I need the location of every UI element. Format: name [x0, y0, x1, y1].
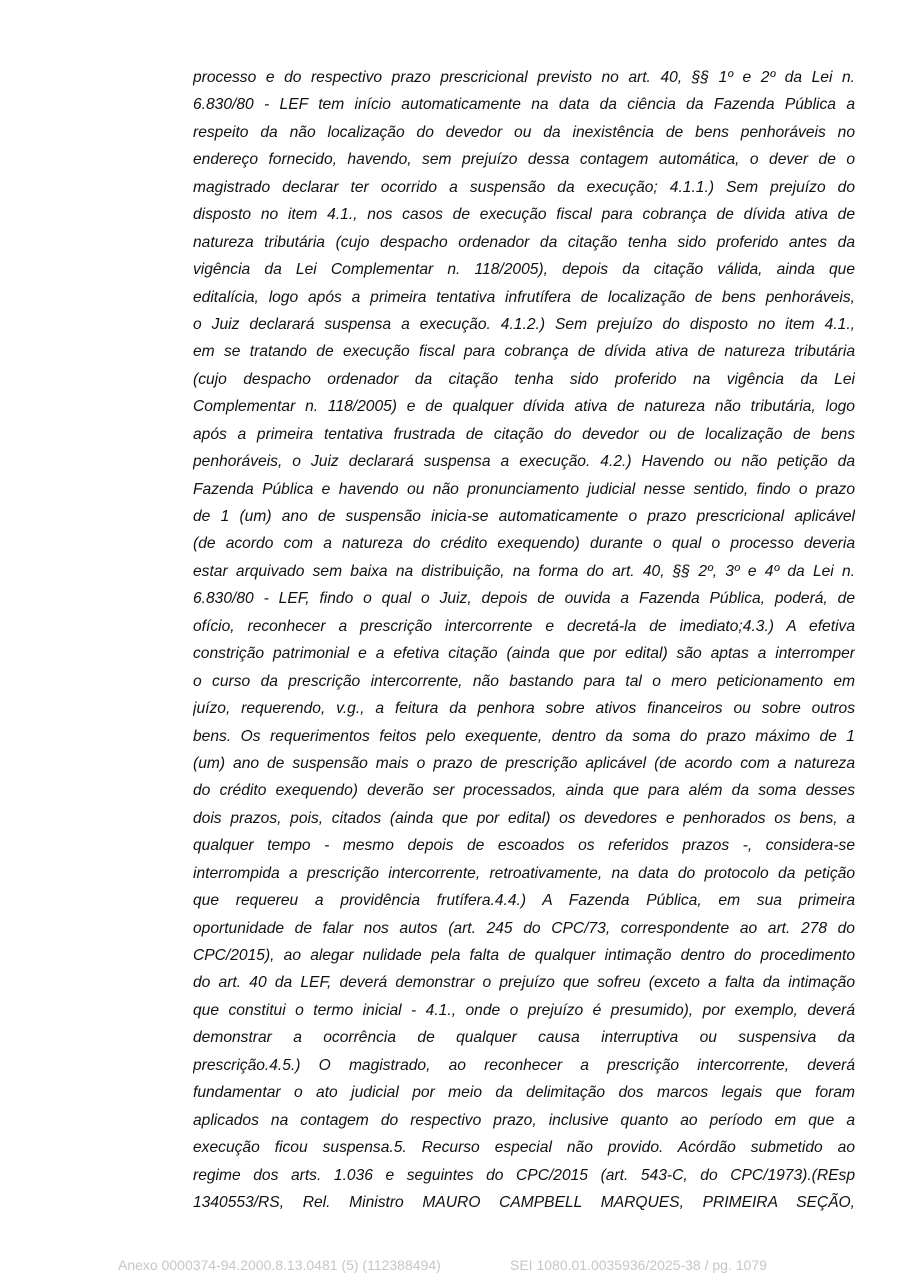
text-line: oportunidade de falar nos autos (art. 245 do CPC/73, correspondente ao art. 278 do: [193, 919, 855, 937]
text-line: qualquer tempo - mesmo depois de escoados os referidos prazos -, considera-se: [193, 837, 855, 855]
text-line: execução ficou suspensa.5. Recurso especial não provido. Acórdão submetido ao: [193, 1139, 855, 1157]
text-line: Complementar n. 118/2005) e de qualquer dívida ativa de natureza não tributária, logo: [193, 398, 855, 416]
text-line: Fazenda Pública e havendo ou não pronunciamento judicial nesse sentido, findo o prazo: [193, 480, 855, 498]
text-line: endereço fornecido, havendo, sem prejuízo dessa contagem automática, o dever de o: [193, 151, 855, 169]
text-line: fundamentar o ato judicial por meio da delimitação dos marcos legais que foram: [193, 1084, 855, 1102]
text-line: estar arquivado sem baixa na distribuição, na forma do art. 40, §§ 2º, 3º e 4º da Lei n.: [193, 562, 855, 580]
text-line: demonstrar a ocorrência de qualquer causa interruptiva ou suspensiva da: [193, 1029, 855, 1047]
text-line: após a primeira tentativa frustrada de citação do devedor ou de localização de bens: [193, 425, 855, 443]
text-line: respeito da não localização do devedor ou da inexistência de bens penhoráveis no: [193, 123, 855, 141]
text-line: que requereu a providência frutífera.4.4.) A Fazenda Pública, em sua primeira: [193, 892, 855, 910]
text-line: 1340553/RS, Rel. Ministro MAURO CAMPBELL MARQUES, PRIMEIRA SEÇÃO,: [193, 1193, 855, 1211]
body-text: [193, 64, 855, 1216]
text-line: constrição patrimonial e a efetiva citação (ainda que por edital) são aptas a interromper: [193, 645, 855, 663]
text-line: bens. Os requerimentos feitos pelo exequente, dentro da soma do prazo máximo de 1: [193, 727, 855, 745]
text-line: magistrado declarar ter ocorrido a suspensão da execução; 4.1.1.) Sem prejuízo do: [193, 178, 855, 196]
text-line: (de acordo com a natureza do crédito exequendo) durante o qual o processo deveria: [193, 535, 855, 553]
text-line: 6.830/80 - LEF, findo o qual o Juiz, depois de ouvida a Fazenda Pública, poderá, de: [193, 590, 855, 608]
page-footer: [0, 1257, 910, 1275]
text-line: disposto no item 4.1., nos casos de execução fiscal para cobrança de dívida ativa de: [193, 206, 855, 224]
text-line: o Juiz declarará suspensa a execução. 4.1.2.) Sem prejuízo do disposto no item 4.1.,: [193, 315, 855, 333]
text-line: interrompida a prescrição intercorrente, retroativamente, na data do protocolo da petição: [193, 864, 855, 882]
text-line: vigência da Lei Complementar n. 118/2005), depois da citação válida, ainda que: [193, 261, 855, 279]
footer-sei-page-reference: SEI 1080.01.0035936/2025-38 / pg. 1079: [510, 1257, 767, 1273]
text-line: penhoráveis, o Juiz declarará suspensa a execução. 4.2.) Havendo ou não petição da: [193, 453, 855, 471]
text-line: o curso da prescrição intercorrente, não bastando para tal o mero peticionamento em: [193, 672, 855, 690]
text-line: editalícia, logo após a primeira tentativa infrutífera de localização de bens penhoráveis,: [193, 288, 855, 306]
text-line: de 1 (um) ano de suspensão inicia-se automaticamente o prazo prescricional aplicável: [193, 508, 855, 525]
text-line: regime dos arts. 1.036 e seguintes do CPC/2015 (art. 543-C, do CPC/1973).(REsp: [193, 1166, 855, 1184]
text-line: do crédito exequendo) deverão ser processados, ainda que para além da soma desses: [193, 782, 855, 800]
text-line: juízo, requerendo, v.g., a feitura da penhora sobre ativos financeiros ou sobre outros: [193, 700, 855, 718]
text-line: do art. 40 da LEF, deverá demonstrar o prejuízo que sofreu (exceto a falta da intimação: [193, 974, 855, 992]
text-line: em se tratando de execução fiscal para cobrança de dívida ativa de natureza tributária: [193, 343, 855, 361]
text-line: aplicados na contagem do respectivo prazo, inclusive quanto ao período em que a: [193, 1111, 855, 1129]
text-line: ofício, reconhecer a prescrição intercorrente e decretá-la de imediato;4.3.) A efetiva: [193, 617, 855, 635]
text-line: 6.830/80 - LEF tem início automaticamente na data da ciência da Fazenda Pública a: [193, 96, 855, 114]
text-line: dois prazos, pois, citados (ainda que por edital) os devedores e penhorados os bens, a: [193, 809, 855, 827]
footer-annex-reference: Anexo 0000374-94.2000.8.13.0481 (5) (112388494): [118, 1257, 441, 1273]
text-line: prescrição.4.5.) O magistrado, ao reconhecer a prescrição intercorrente, deverá: [193, 1056, 855, 1074]
text-line: (cujo despacho ordenador da citação tenha sido proferido na vigência da Lei: [193, 370, 855, 388]
text-line: processo e do respectivo prazo prescricional previsto no art. 40, §§ 1º e 2º da Lei n.: [193, 69, 855, 86]
text-line: CPC/2015), ao alegar nulidade pela falta de qualquer intimação dentro do procedimento: [193, 947, 855, 964]
text-line: (um) ano de suspensão mais o prazo de prescrição aplicável (de acordo com a natureza: [193, 754, 855, 772]
text-line: natureza tributária (cujo despacho ordenador da citação tenha sido proferido antes da: [193, 233, 855, 251]
text-line: que constitui o termo inicial - 4.1., onde o prejuízo é presumido), por exemplo, deverá: [193, 1001, 855, 1019]
